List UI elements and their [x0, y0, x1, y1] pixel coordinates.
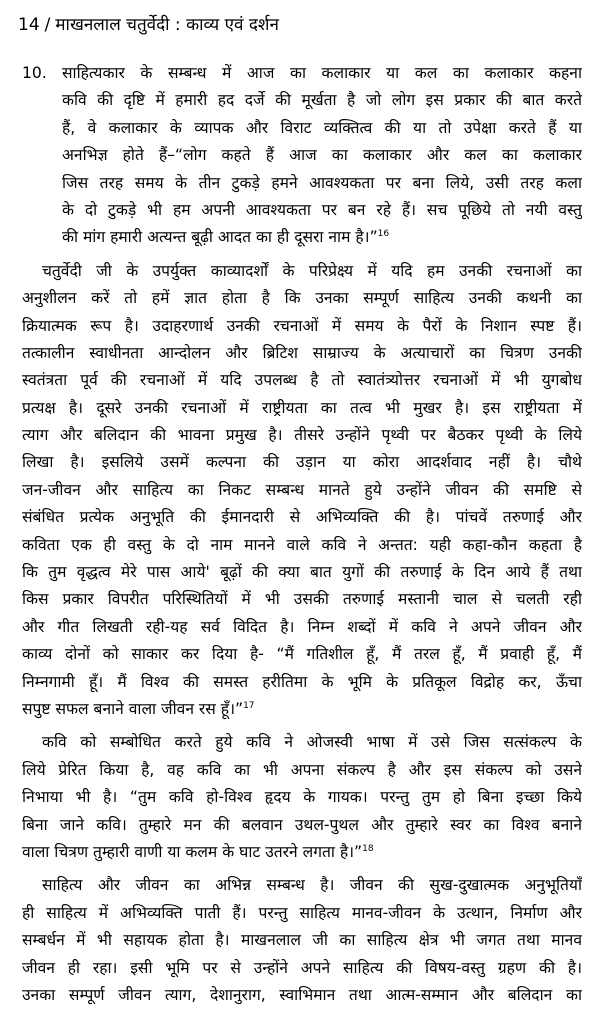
header-author: माखनलाल चतुर्वेदी [55, 15, 170, 35]
text-line: निभाया भी है। “तुम कवि हो-विश्व हृदय के गायक। परन्तु तुम हो बिना इच्छा किये [22, 788, 582, 807]
line-text: की मांग हमारी अत्यन्त बूढ़ी आदत का ही दूसरा नाम है।” [62, 228, 378, 247]
text-line: साहित्यकार के सम्बन्ध में आज का कलाकार या कल का कलाकार कहना [62, 64, 582, 82]
text-line: कविता एक ही वस्तु के दो नाम मानने वाले कवि ने अन्तत: यही कहा-कौन कहता है [22, 535, 582, 554]
text-line: क्रियात्मक रूप है। उदाहरणार्थ उनकी रचनाओं में समय के पैरों के निशान स्पष्ट हैं। [22, 316, 582, 335]
header-colon: : [174, 15, 181, 35]
text-line-last [22, 696, 582, 723]
page-number: 14 [18, 15, 40, 35]
text-line: सम्बर्धन में भी सहायक होता है। माखनलाल जी का साहित्य क्षेत्र भी जगत तथा मानव [22, 931, 582, 950]
footnote-ref: 17 [243, 700, 255, 711]
line-text: वाला चित्रण तुम्हारी वाणी या कलम के घाट उतरने लगता है।” [22, 842, 363, 861]
item-number: 10. [22, 64, 47, 82]
text-line: के दो टुकड़े भी हम अपनी आवश्यकता पर बन रहे हैं। सच पूछिये तो नयी वस्तु [62, 200, 582, 219]
text-line: काव्य दोनों को साकार कर दिया है- “मैं गतिशील हूँ, मैं तरल हूँ, मैं प्रवाही हूँ, मैं [22, 645, 582, 664]
text-line-last [62, 224, 582, 251]
text-line: जिस तरह समय के तीन टुकड़े हमने आवश्यकता पर बना लिये, उसी तरह कला [62, 173, 582, 192]
text-line: और गीत लिखती रही-यह सर्व विदित है। निम्न शब्दों में कवि ने अपने जीवन और [22, 617, 582, 636]
text-line: किस प्रकार विपरीत परिस्थितियों में भी उसकी तरुणाई मस्तानी चाल से चलती रही [22, 590, 582, 609]
header-separator: / [44, 15, 51, 35]
paragraph-3 [22, 872, 582, 1009]
text-line: स्वतंत्रता पूर्व की रचनाओं में यदि उपलब्ध है तो स्वातंत्र्योत्तर रचनाओं में भी युगबोध [22, 371, 582, 390]
text-line: ही साहित्य में अभिव्यक्ति पाती हैं। परन्तु साहित्य मानव-जीवन के उत्थान, निर्माण और [22, 903, 582, 922]
text-line: लिखा है। इसलिये उसमें कल्पना की उड़ान या कोरा आदर्शवाद नहीं है। चौथे [22, 453, 582, 472]
line-text: सपुष्ट सफल बनाने वाला जीवन रस हूँ।” [22, 699, 244, 718]
text-line: अनुशीलन करें तो हमें ज्ञात होता है कि उनका सम्पूर्ण साहित्य उनकी कथनी का [22, 289, 582, 308]
footnote-ref: 16 [377, 229, 390, 240]
text-line: कवि की दृष्टि में हमारी हद दर्जे की मूर्खता है जो लोग इस प्रकार की बात करते [62, 91, 582, 110]
page-body [22, 60, 582, 1015]
text-line: निम्नगामी हूँ। मैं विश्व की समस्त हरीतिमा के भूमि के प्रतिकूल विद्रोह कर, ऊँचा [22, 672, 582, 691]
text-line: बिना जाने कवि। तुम्हारे मन की बलवान उथल-पुथल और तुम्हारे स्वर का विश्व बनाने [22, 815, 582, 834]
text-line: साहित्य और जीवन का अभिन्न सम्बन्ध है। जीवन की सुख-दुखात्मक अनुभूतियाँ [42, 876, 582, 895]
text-line: जीवन ही रहा। इसी भूमि पर से उन्होंने अपने साहित्य की विषय-वस्तु ग्रहण की है। [22, 958, 582, 977]
text-line: तत्कालीन स्वाधीनता आन्दोलन और ब्रिटिश साम्राज्य के अत्याचारों का चित्रण उनकी [22, 343, 582, 362]
text-line: प्रत्यक्ष है। दूसरे उनकी रचनाओं में राष्ट्रीयता का तत्व भी मुखर है। इस राष्ट्रीयता में [22, 398, 582, 417]
running-header [18, 14, 279, 36]
text-line: कि तुम वृद्धत्व मेरे पास आये' बूढ़ों की क्या बात युगों की तरुणाई के दिन आये हैं तथा [22, 563, 582, 582]
text-line: उनका सम्पूर्ण जीवन त्याग, देशानुराग, स्वाभिमान तथा आत्म-सम्मान और बलिदान का [22, 985, 582, 1004]
paragraph-2 [22, 729, 582, 866]
text-line: संबंधित प्रत्येक अनुभूति की ईमानदारी से अभिव्यक्ति की है। पांचवें तरुणाई और [22, 508, 582, 527]
paragraph-1 [22, 258, 582, 724]
text-line: त्याग और बलिदान की भावना प्रमुख है। तीसरे उन्होंने पृथ्वी पर बैठकर पृथ्वी के लिये [22, 426, 582, 445]
header-title: काव्य एवं दर्शन [186, 15, 279, 35]
text-line: लिये प्रेरित किया है, वह कवि का भी अपना संकल्प है और इस संकल्प को उसने [22, 760, 582, 779]
numbered-item-10 [22, 60, 582, 252]
footnote-ref: 18 [362, 843, 374, 854]
text-line: अनभिज्ञ होते हैं–“लोग कहते हैं आज का कलाकार और कल का कलाकार [62, 146, 582, 165]
text-line-last [22, 839, 582, 866]
text-line: हैं, वे कलाकार के व्यापक और विराट व्यक्तित्व की या तो उपेक्षा करते हैं या [62, 118, 582, 137]
text-line: चतुर्वेदी जी के उपर्युक्त काव्यादर्शों के परिप्रेक्ष्य में यदि हम उनकी रचनाओं का [42, 261, 582, 280]
text-line: कवि को सम्बोधित करते हुये कवि ने ओजस्वी भाषा में उसे जिस सत्संकल्प के [42, 733, 582, 752]
text-line: जन-जीवन और साहित्य का निकट सम्बन्ध मानते हुये उन्होंने जीवन की समष्टि से [22, 480, 582, 499]
